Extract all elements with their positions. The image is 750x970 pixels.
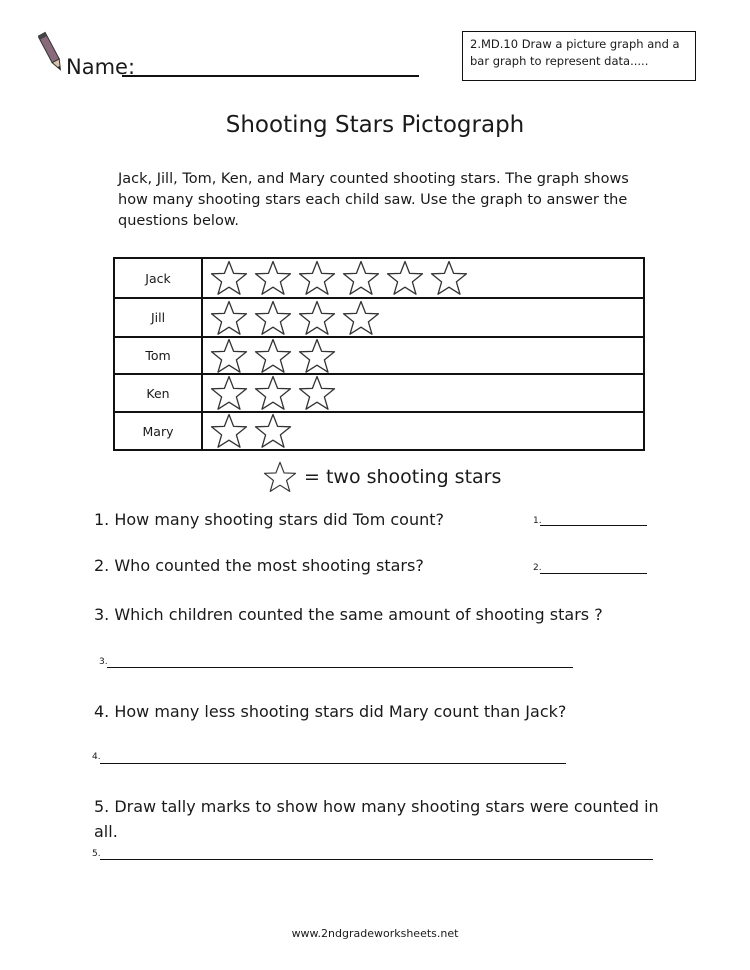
row-stars	[209, 299, 385, 336]
pictograph-row	[115, 259, 643, 299]
star-icon	[209, 413, 249, 449]
star-icon	[262, 461, 298, 493]
row-stars	[209, 413, 297, 449]
answer-line-3[interactable]	[107, 667, 573, 668]
row-label: Tom	[115, 338, 203, 373]
question-1: 1. How many shooting stars did Tom count?	[94, 510, 444, 529]
question-2: 2. Who counted the most shooting stars?	[94, 556, 424, 575]
pictograph-row	[115, 338, 643, 375]
star-icon	[253, 375, 293, 411]
pictograph-key	[262, 459, 501, 495]
answer-label-5: 5.	[92, 849, 101, 859]
star-icon	[209, 260, 249, 296]
question-4: 4. How many less shooting stars did Mary count than Jack?	[94, 702, 567, 721]
star-icon	[297, 375, 337, 411]
pictograph-row	[115, 375, 643, 413]
key-text: = two shooting stars	[304, 466, 502, 488]
star-icon	[209, 338, 249, 374]
row-stars	[209, 375, 341, 411]
name-field[interactable]	[122, 75, 419, 77]
star-icon	[297, 338, 337, 374]
answer-label-3: 3.	[99, 657, 108, 667]
answer-line-5[interactable]	[100, 859, 653, 860]
row-label: Jill	[115, 299, 203, 336]
answer-label-1: 1.	[533, 516, 542, 526]
standard-box: 2.MD.10 Draw a picture graph and a bar graph to represent data.....	[462, 31, 696, 81]
star-icon	[385, 260, 425, 296]
star-icon	[253, 338, 293, 374]
star-icon	[253, 300, 293, 336]
pictograph-row	[115, 413, 643, 449]
star-icon	[297, 260, 337, 296]
row-label: Ken	[115, 375, 203, 411]
pencil-icon	[38, 30, 64, 74]
answer-line-2[interactable]	[540, 573, 647, 574]
name-label: Name:	[66, 55, 136, 79]
row-label: Jack	[115, 259, 203, 297]
question-3: 3. Which children counted the same amount of shooting stars ?	[94, 605, 603, 624]
pictograph-row	[115, 299, 643, 338]
star-icon	[429, 260, 469, 296]
star-icon	[253, 260, 293, 296]
answer-line-1[interactable]	[540, 525, 647, 526]
question-5: 5. Draw tally marks to show how many shooting stars were counted in all.	[94, 797, 659, 841]
row-label: Mary	[115, 413, 203, 449]
star-icon	[341, 260, 381, 296]
star-icon	[209, 300, 249, 336]
answer-label-4: 4.	[92, 752, 101, 762]
footer-url: www.2ndgradeworksheets.net	[291, 927, 459, 940]
star-icon	[253, 413, 293, 449]
star-icon	[209, 375, 249, 411]
star-icon	[341, 300, 381, 336]
star-icon	[297, 300, 337, 336]
page-title: Shooting Stars Pictograph	[225, 112, 525, 138]
row-stars	[209, 338, 341, 373]
answer-label-2: 2.	[533, 563, 542, 573]
pictograph-table	[113, 257, 645, 451]
intro-text: Jack, Jill, Tom, Ken, and Mary counted shooting stars. The graph shows how many shooting stars each child saw. Use the graph to answer the questions below.	[118, 171, 629, 229]
answer-line-4[interactable]	[100, 763, 566, 764]
row-stars	[209, 259, 473, 297]
